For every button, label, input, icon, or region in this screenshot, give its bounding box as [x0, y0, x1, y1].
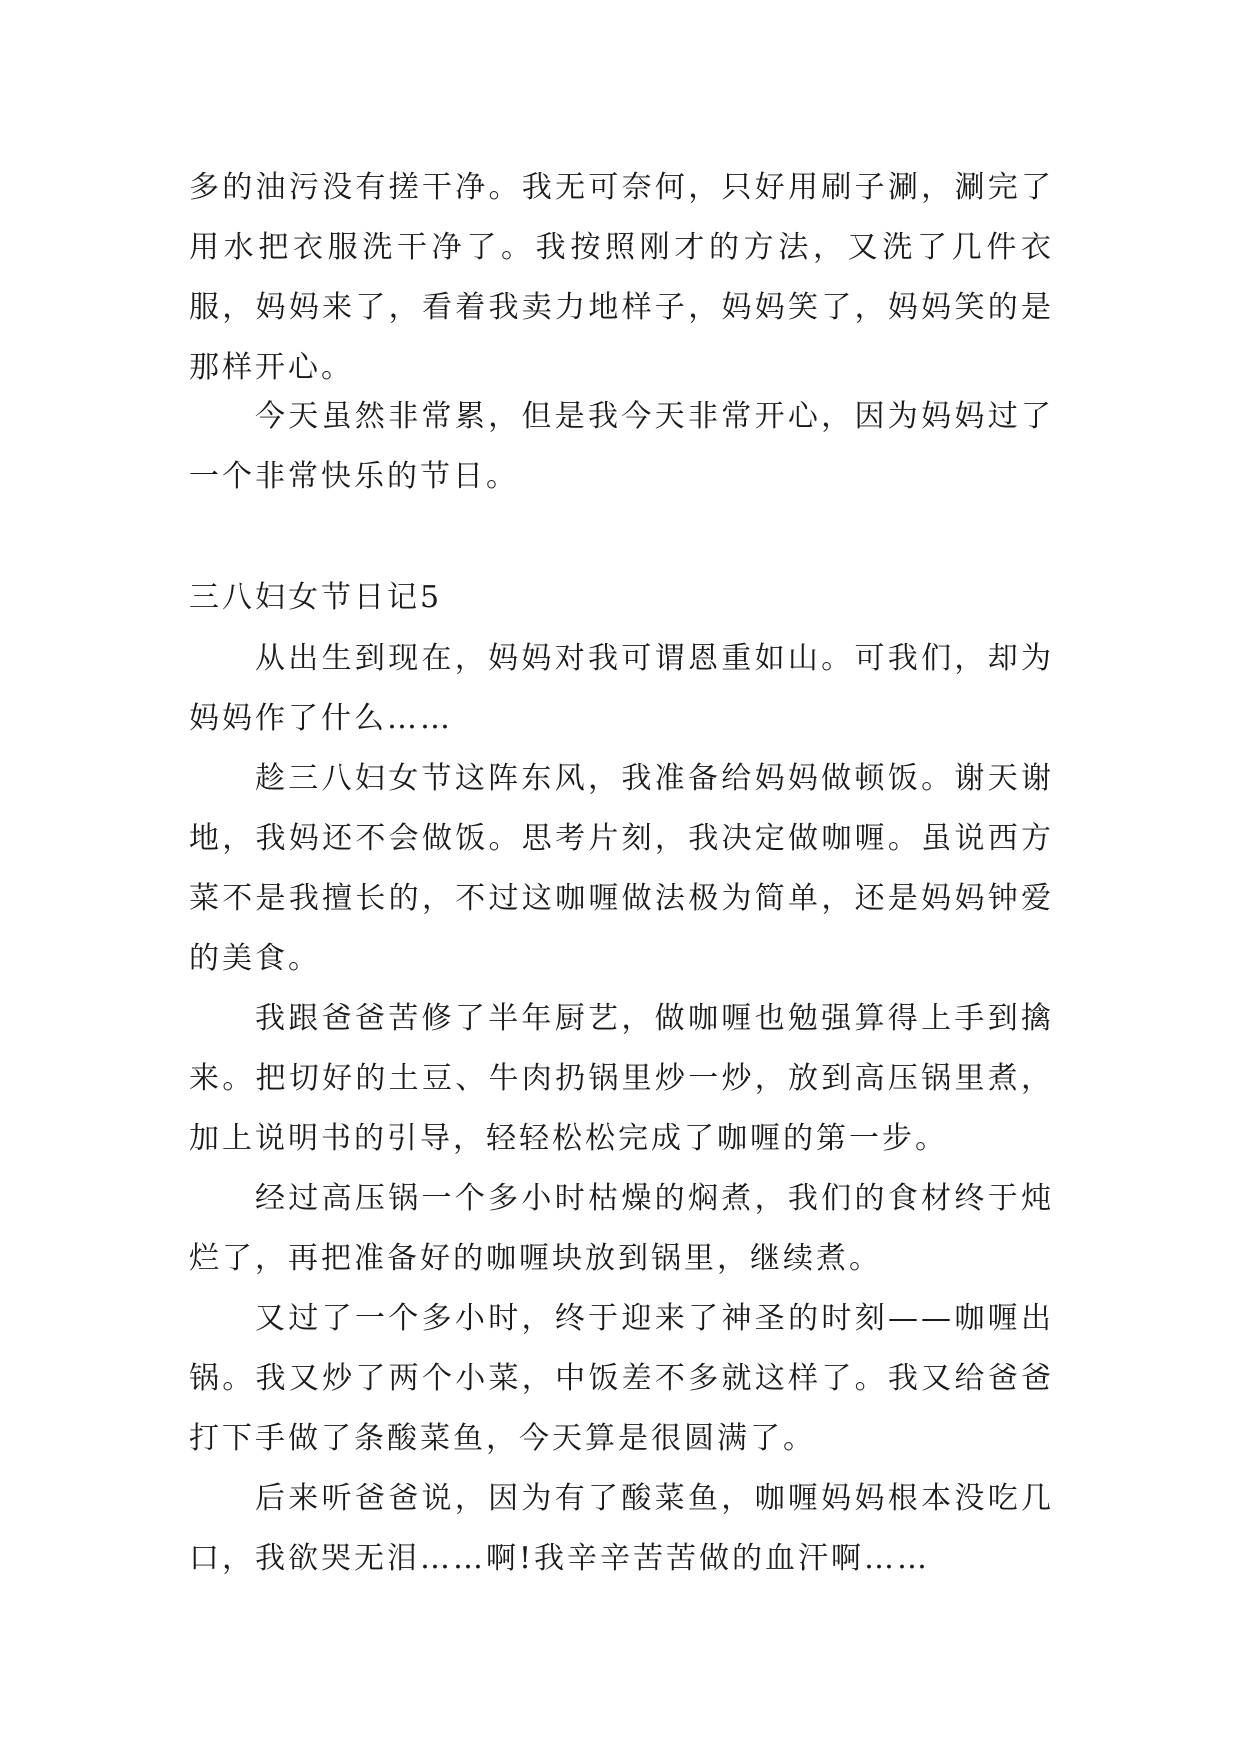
body-paragraph: 又过了一个多小时，终于迎来了神圣的时刻——咖喱出锅。我又炒了两个小菜，中饭差不多就这样了。我又给爸爸打下手做了条酸菜鱼，今天算是很圆满了。	[189, 1301, 1054, 1456]
body-paragraph: 趁三八妇女节这阵东风，我准备给妈妈做顿饭。谢天谢地，我妈还不会做饭。思考片刻，我决定做咖喱。虽说西方菜不是我擅长的，不过这咖喱做法极为简单，还是妈妈钟爱的美食。	[189, 761, 1054, 976]
closing-paragraph-block	[189, 387, 1054, 507]
body-paragraph: 经过高压锅一个多小时枯燥的焖煮，我们的食材终于炖烂了，再把准备好的咖喱块放到锅里，继续煮。	[189, 1181, 1054, 1276]
continued-paragraph-block	[189, 158, 1054, 398]
diary-body	[189, 629, 1054, 1589]
section-title: 三八妇女节日记5	[189, 580, 443, 615]
continued-paragraph: 多的油污没有搓干净。我无可奈何，只好用刷子涮，涮完了用水把衣服洗干净了。我按照刚才的方法，又洗了几件衣服，妈妈来了，看着我卖力地样子，妈妈笑了，妈妈笑的是那样开心。	[189, 170, 1054, 385]
section-heading-block	[189, 568, 1054, 628]
body-paragraph: 后来听爸爸说，因为有了酸菜鱼，咖喱妈妈根本没吃几口，我欲哭无泪……啊!我辛辛苦苦做的血汗啊……	[189, 1481, 1054, 1576]
body-paragraph: 我跟爸爸苦修了半年厨艺，做咖喱也勉强算得上手到擒来。把切好的土豆、牛肉扔锅里炒一炒，放到高压锅里煮，加上说明书的引导，轻轻松松完成了咖喱的第一步。	[189, 1001, 1054, 1156]
closing-paragraph: 今天虽然非常累，但是我今天非常开心，因为妈妈过了一个非常快乐的节日。	[189, 399, 1054, 494]
body-paragraph: 从出生到现在，妈妈对我可谓恩重如山。可我们，却为妈妈作了什么……	[189, 641, 1054, 736]
